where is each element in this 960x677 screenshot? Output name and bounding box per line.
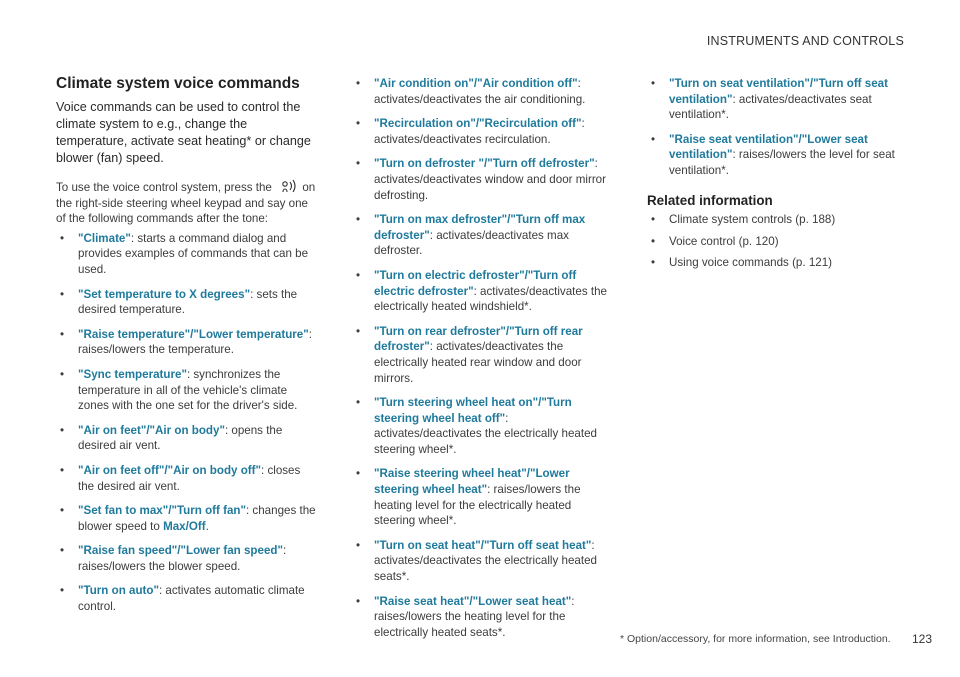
command-description: : activates/deactivates the electrically heated windshield*. <box>374 284 607 314</box>
command-item <box>647 132 909 179</box>
command-list-2 <box>352 76 614 640</box>
related-information-heading: Related information <box>647 192 773 208</box>
command-item <box>352 76 614 107</box>
intro-paragraph: Voice commands can be used to control the climate system to e.g., change the temperature, activate seat heating* or change blower (fan) speed. <box>56 100 311 165</box>
bullet: • <box>60 327 65 341</box>
command-item <box>56 287 318 318</box>
bullet: • <box>651 213 656 227</box>
bullet: • <box>60 463 65 477</box>
voice-command: "Turn on seat heat"/"Turn off seat heat" <box>374 538 592 552</box>
voice-command: "Set fan to max"/"Turn off fan" <box>78 504 246 518</box>
voice-command: "Turn on defroster "/"Turn off defroster" <box>374 157 595 171</box>
command-list-3 <box>647 76 909 179</box>
command-item <box>56 583 318 614</box>
bullet: • <box>356 396 361 410</box>
bullet: • <box>356 117 361 131</box>
related-link[interactable] <box>647 234 909 250</box>
voice-control-icon <box>281 179 299 193</box>
command-description: : raises/lowers the blower speed. <box>78 544 287 573</box>
page-number: 123 <box>912 632 933 646</box>
related-link-text[interactable]: Climate system controls (p. 188) <box>669 213 836 227</box>
related-link-text[interactable]: Voice control (p. 120) <box>669 234 779 248</box>
command-item <box>352 466 614 528</box>
instruction-text-pre: To use the voice control system, press the <box>56 181 272 194</box>
command-item <box>56 463 318 494</box>
command-description: : starts a command dialog and provides examples of commands that can be used. <box>78 231 309 276</box>
command-list-1 <box>56 231 318 615</box>
command-description: : synchronizes the temperature in all of the vehicle's climate zones with the one set for the driver's side. <box>78 367 298 413</box>
bullet: • <box>356 467 361 481</box>
command-description: : activates/deactivates window and door mirror defrosting. <box>374 157 606 202</box>
bullet: • <box>356 157 361 171</box>
bullet: • <box>60 367 65 381</box>
command-item <box>352 538 614 585</box>
related-link[interactable] <box>647 255 909 271</box>
related-links-list <box>647 212 909 271</box>
voice-command: "Turn steering wheel heat on"/"Turn steering wheel heat off" <box>374 396 572 425</box>
bullet: • <box>356 594 361 608</box>
bullet: • <box>651 234 656 248</box>
voice-command: "Recirculation on"/"Recirculation off" <box>374 117 582 131</box>
bullet: • <box>651 256 656 270</box>
command-item <box>56 367 318 414</box>
voice-command: "Sync temperature" <box>78 367 187 381</box>
command-description: : activates/deactivates seat ventilation*. <box>669 92 872 122</box>
command-description: : raises/lowers the temperature. <box>78 327 312 357</box>
command-value: Max/Off <box>163 519 206 533</box>
bullet: • <box>60 504 65 518</box>
voice-command: "Raise fan speed"/"Lower fan speed" <box>78 544 283 558</box>
bullet: • <box>60 584 65 598</box>
instruction-text-post: on the right-side steering wheel keypad and say one of the following commands after the tone: <box>56 181 316 226</box>
voice-command: "Turn on electric defroster"/"Turn off electric defroster" <box>374 268 577 298</box>
page-title: Climate system voice commands <box>56 75 300 92</box>
command-item <box>352 116 614 147</box>
bullet: • <box>651 132 656 146</box>
bullet: • <box>356 213 361 227</box>
command-item <box>352 156 614 203</box>
voice-command: "Set temperature to X degrees" <box>78 287 251 301</box>
voice-command: "Raise temperature"/"Lower temperature" <box>78 327 309 341</box>
voice-command: "Air condition on"/"Air condition off" <box>374 77 578 90</box>
command-item <box>352 594 614 641</box>
command-description: : raises/lowers the heating level for the electrically heated steering wheel*. <box>374 483 581 528</box>
command-item <box>56 327 318 358</box>
command-description: : activates/deactivates max defroster. <box>374 228 569 258</box>
command-item <box>56 423 318 454</box>
command-description: : sets the desired temperature. <box>78 287 298 317</box>
command-item <box>352 268 614 315</box>
column-3 <box>647 76 909 277</box>
voice-command: "Air on feet off"/"Air on body off" <box>78 463 261 477</box>
voice-command: "Raise seat heat"/"Lower seat heat" <box>374 594 572 608</box>
command-description: : closes the desired air vent. <box>78 463 301 493</box>
command-item <box>647 76 909 123</box>
command-item <box>352 324 614 386</box>
bullet: • <box>60 544 65 558</box>
command-item <box>56 543 318 574</box>
command-description: : changes the blower speed to <box>78 504 316 533</box>
command-item <box>352 212 614 259</box>
bullet: • <box>651 77 656 90</box>
bullet: • <box>356 538 361 552</box>
voice-command: "Turn on seat ventilation"/"Turn off seat ventilation" <box>669 77 888 106</box>
command-description: : activates/deactivates the air conditioning. <box>374 77 586 106</box>
command-description: : activates/deactivates the electrically heated seats*. <box>374 538 597 584</box>
command-item <box>352 395 614 457</box>
command-description: : activates/deactivates the electrically heated steering wheel*. <box>374 411 597 456</box>
voice-command: "Turn on auto" <box>78 584 159 598</box>
command-description: : activates automatic climate control. <box>78 584 305 614</box>
column-1 <box>56 74 318 624</box>
voice-command: "Climate" <box>78 231 131 245</box>
related-link[interactable] <box>647 212 909 228</box>
voice-command: "Turn on max defroster"/"Turn off max defroster" <box>374 213 586 242</box>
command-item <box>56 231 318 278</box>
command-description: : raises/lowers the heating level for the electrically heated seats*. <box>374 594 575 639</box>
instruction-paragraph <box>56 179 318 227</box>
related-link-text[interactable]: Using voice commands (p. 121) <box>669 256 833 270</box>
voice-command: "Turn on rear defroster"/"Turn off rear defroster" <box>374 324 583 354</box>
command-description: : raises/lowers the level for seat ventilation*. <box>669 148 895 177</box>
column-2 <box>352 76 614 649</box>
voice-command: "Raise seat ventilation"/"Lower seat ventilation" <box>669 132 868 162</box>
bullet: • <box>356 324 361 338</box>
command-description: : activates/deactivates the electrically heated rear window and door mirrors. <box>374 340 582 385</box>
bullet: • <box>60 287 65 301</box>
command-description: : activates/deactivates recirculation. <box>374 117 585 146</box>
command-item <box>56 503 318 534</box>
footnote: * Option/accessory, for more information, see Introduction. <box>620 633 891 645</box>
command-tail: . <box>205 519 209 533</box>
bullet: • <box>356 268 361 282</box>
voice-command: "Raise steering wheel heat"/"Lower steering wheel heat" <box>374 467 570 497</box>
voice-command: "Air on feet"/"Air on body" <box>78 423 225 437</box>
command-description: : opens the desired air vent. <box>78 423 283 453</box>
bullet: • <box>356 77 361 90</box>
page-header: INSTRUMENTS AND CONTROLS <box>706 34 904 48</box>
bullet: • <box>60 231 65 245</box>
bullet: • <box>60 423 65 437</box>
